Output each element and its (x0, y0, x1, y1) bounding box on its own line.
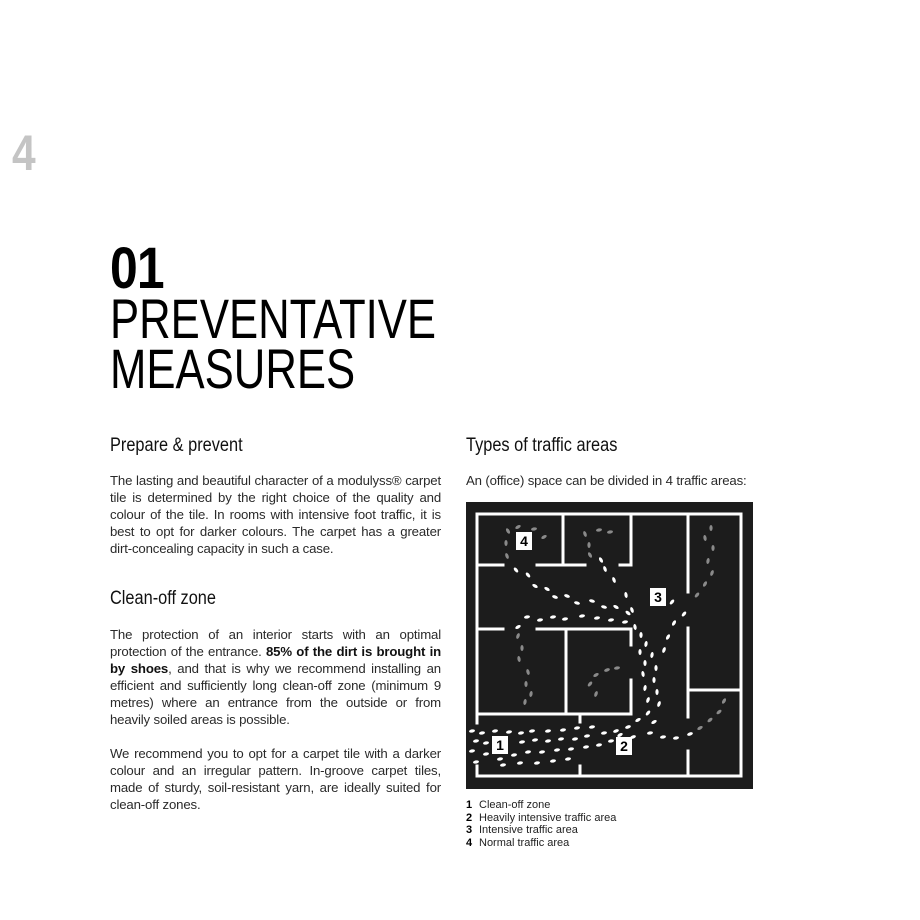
cleanoff-text-before: The protection of an interior starts with an optimal protection of the entrance. (110, 627, 441, 659)
floorplan-svg (466, 502, 753, 789)
legend-label: Clean-off zone (479, 799, 551, 811)
legend-label: Intensive traffic area (479, 824, 578, 836)
page-number: 4 (12, 125, 36, 181)
legend-item (466, 812, 616, 825)
svg-text:3: 3 (654, 589, 662, 605)
legend-label: Normal traffic area (479, 836, 570, 849)
prepare-paragraph: The lasting and beautiful character of a modulyss® carpet tile is determined by the right choice of the quality and colour of the tile. In rooms with intensive foot traffic, it is best to opt for darker colours. The carpet has a greater dirt-concealing capacity in such a case. (110, 473, 441, 556)
legend-number: 3 (466, 824, 473, 836)
legend-number: 1 (466, 799, 473, 811)
legend-item (466, 824, 616, 837)
legend-number: 4 (466, 836, 473, 849)
cleanoff-heading: Clean-off zone (110, 588, 216, 609)
cleanoff-paragraph-2: We recommend you to opt for a carpet tile with a darker colour and an irregular pattern. In-groove carpet tiles, made of sturdy, soil-resistant yarn, are ideally suited for clean-off zones. (110, 746, 441, 812)
cleanoff-text-after: , and that is why we recommend installing an efficient and sufficiently long clean-off zone (minimum 9 metres) where an entrance from the outside or from heavily soiled areas is possible. (110, 661, 441, 727)
svg-text:4: 4 (520, 533, 528, 549)
chapter-heading (110, 236, 528, 400)
traffic-areas-heading: Types of traffic areas (466, 435, 618, 456)
svg-text:2: 2 (620, 738, 628, 754)
chapter-number: 01 (110, 236, 164, 301)
legend-number: 2 (466, 811, 473, 824)
traffic-areas-legend (466, 799, 616, 849)
chapter-title-line2: MEASURES (110, 337, 356, 400)
cleanoff-paragraph-1 (110, 626, 441, 728)
legend-item (466, 799, 616, 812)
legend-item (466, 837, 616, 850)
traffic-areas-floorplan (466, 502, 753, 789)
traffic-areas-intro: An (office) space can be divided in 4 traffic areas: (466, 473, 747, 488)
cleanoff-text-bold: 85% of the dirt is brought in by shoes (110, 644, 441, 676)
legend-label: Heavily intensive traffic area (479, 811, 617, 824)
chapter-title-line1: PREVENTATIVE (110, 287, 437, 350)
svg-text:1: 1 (496, 737, 504, 753)
prepare-heading: Prepare & prevent (110, 435, 243, 456)
